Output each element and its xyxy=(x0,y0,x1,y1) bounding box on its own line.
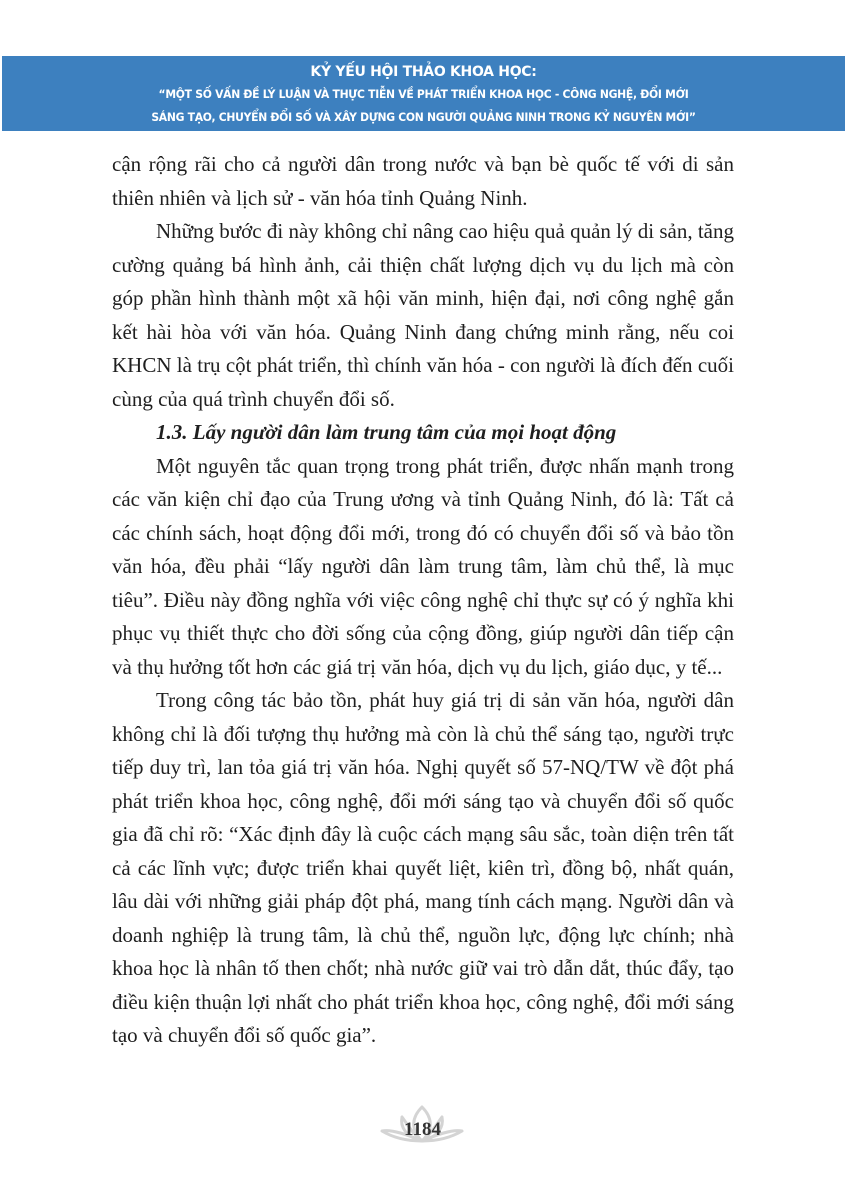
page-number: 1184 xyxy=(404,1119,441,1140)
paragraph: Một nguyên tắc quan trọng trong phát triển, được nhấn mạnh trong các văn kiện chỉ đạo của Trung ương và tỉnh Quảng Ninh, đó là: Tất cả các chính sách, hoạt động đổi mới, trong đó có chuyển đổi số và bảo tồn văn hóa, đều phải “lấy người dân làm trung tâm, làm chủ thể, là mục tiêu”. Điều này đồng nghĩa với việc công nghệ chỉ thực sự có ý nghĩa khi phục vụ thiết thực cho đời sống của cộng đồng, giúp người dân tiếp cận và thụ hưởng tốt hơn các giá trị văn hóa, dịch vụ du lịch, giáo dục, y tế... xyxy=(112,453,734,679)
paragraph-continued: cận rộng rãi cho cả người dân trong nước và bạn bè quốc tế với di sản thiên nhiên và lịch sử - văn hóa tỉnh Quảng Ninh. xyxy=(112,152,734,210)
header-title: KỶ YẾU HỘI THẢO KHOA HỌC: xyxy=(310,64,537,80)
running-header xyxy=(2,56,845,131)
page-footer xyxy=(0,1103,845,1153)
section-heading: 1.3. Lấy người dân làm trung tâm của mọi hoạt động xyxy=(156,420,617,444)
paragraph: Những bước đi này không chỉ nâng cao hiệu quả quản lý di sản, tăng cường quảng bá hình ảnh, cải thiện chất lượng dịch vụ du lịch mà còn góp phần hình thành một xã hội văn minh, hiện đại, nơi công nghệ gắn kết hài hòa với văn hóa. Quảng Ninh đang chứng minh rằng, nếu coi KHCN là trụ cột phát triển, thì chính văn hóa - con người là đích đến cuối cùng của quá trình chuyển đổi số. xyxy=(112,219,734,411)
header-subtitle-line-2: SÁNG TẠO, CHUYỂN ĐỔI SỐ VÀ XÂY DỰNG CON NGƯỜI QUẢNG NINH TRONG KỶ NGUYÊN MỚI” xyxy=(151,110,696,124)
header-subtitle-line-1: “MỘT SỐ VẤN ĐỀ LÝ LUẬN VÀ THỰC TIỄN VỀ PHÁT TRIỂN KHOA HỌC - CÔNG NGHỆ, ĐỔI MỚI xyxy=(158,87,689,101)
page-body xyxy=(112,148,734,1053)
paragraph: Trong công tác bảo tồn, phát huy giá trị di sản văn hóa, người dân không chỉ là đối tượng thụ hưởng mà còn là chủ thể sáng tạo, người trực tiếp duy trì, lan tỏa giá trị văn hóa. Nghị quyết số 57-NQ/TW về đột phá phát triển khoa học, công nghệ, đổi mới sáng tạo và chuyển đổi số quốc gia đã chỉ rõ: “Xác định đây là cuộc cách mạng sâu sắc, toàn diện trên tất cả các lĩnh vực; được triển khai quyết liệt, kiên trì, đồng bộ, nhất quán, lâu dài với những giải pháp đột phá, mang tính cách mạng. Người dân và doanh nghiệp là trung tâm, là chủ thể, nguồn lực, động lực chính; nhà khoa học là nhân tố then chốt; nhà nước giữ vai trò dẫn dắt, thúc đẩy, tạo điều kiện thuận lợi nhất cho phát triển khoa học, công nghệ, đổi mới sáng tạo và chuyển đổi số quốc gia”. xyxy=(112,688,734,1047)
